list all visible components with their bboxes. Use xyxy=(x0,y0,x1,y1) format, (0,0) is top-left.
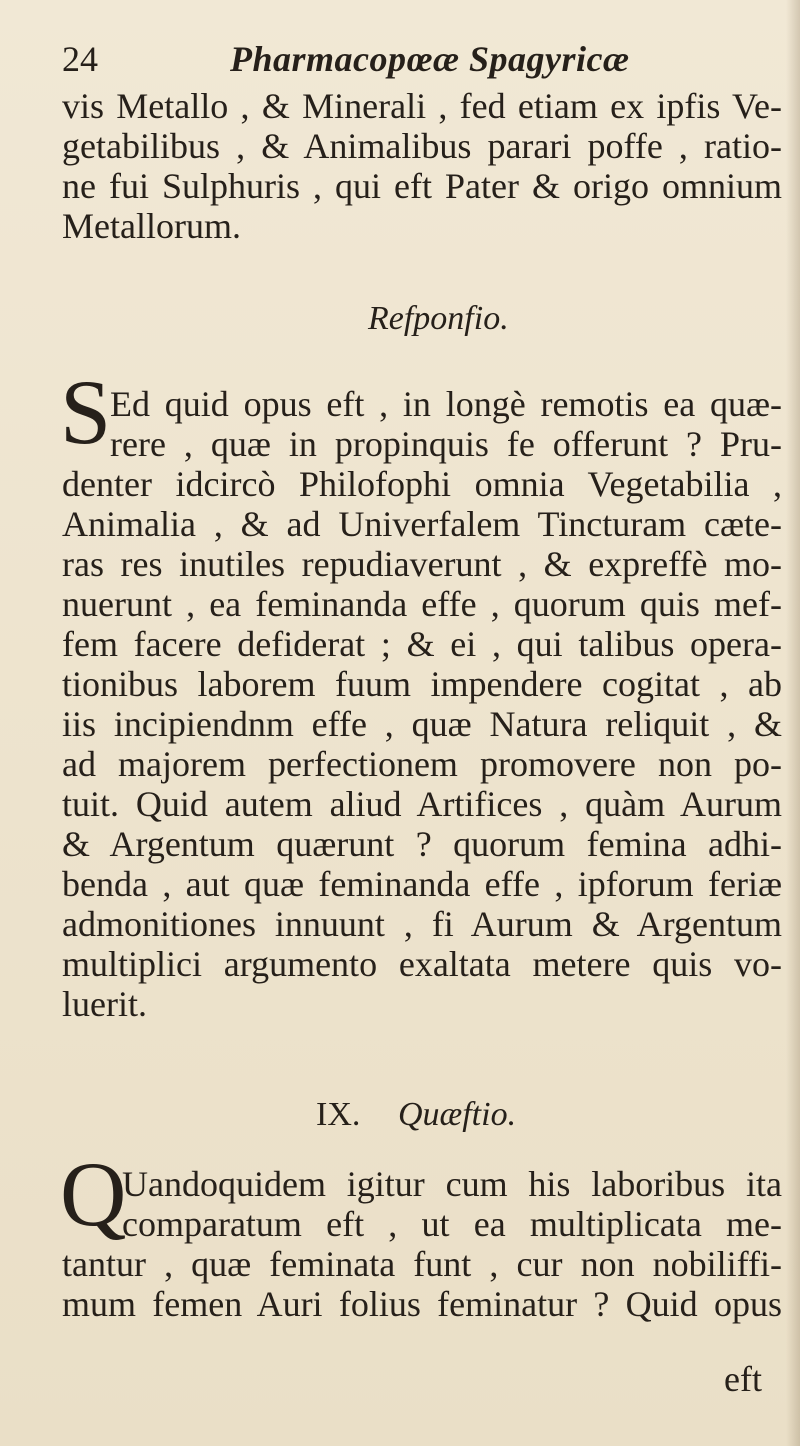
text-line: tuit. Quid autem aliud Artifices , quàm Aurum xyxy=(62,784,782,824)
text-line: ne fui Sulphuris , qui eft Pater & origo omnium xyxy=(62,166,782,206)
text-line: luerit. xyxy=(62,984,147,1024)
page-header xyxy=(62,38,702,88)
running-title: Pharmacopœæ Spagyricæ xyxy=(230,39,630,79)
drop-cap: Q xyxy=(60,1143,127,1245)
quaestio-paragraph xyxy=(62,1244,782,1324)
text-line: admonitiones innuunt , fi Aurum & Argentum xyxy=(62,904,782,944)
text-line: tionibus laborem fuum impendere cogitat , ab xyxy=(62,664,782,704)
text-line: & Argentum quærunt ? quorum femina adhi- xyxy=(62,824,782,864)
text-line: iis incipiendnm effe , quæ Natura reliquit , & xyxy=(62,704,782,744)
text-line: Ed quid opus eft , in longè remotis ea quæ- xyxy=(110,384,782,424)
quaestio-opening xyxy=(122,1164,782,1244)
text-line: mum femen Auri folius feminatur ? Quid opus xyxy=(62,1284,782,1324)
text-line: getabilibus , & Animalibus parari poffe , ratio- xyxy=(62,126,782,166)
responsio-paragraph xyxy=(62,464,782,1024)
page-number: 24 xyxy=(62,39,98,79)
catchword: eft xyxy=(724,1359,762,1399)
text-line: ad majorem perfectionem promovere non po- xyxy=(62,744,782,784)
text-line: multiplici argumento exaltata metere quis vo- xyxy=(62,944,782,984)
text-line: comparatum eft , ut ea multiplicata me- xyxy=(122,1204,782,1244)
quaestio-title: Quæftio. xyxy=(398,1096,517,1133)
text-line: Metallorum. xyxy=(62,206,241,246)
text-line: denter idcircò Philofophi omnia Vegetabilia , xyxy=(62,464,782,504)
text-line: fem facere defiderat ; & ei , qui talibus opera- xyxy=(62,624,782,664)
text-line: benda , aut quæ feminanda effe , ipforum feriæ xyxy=(62,864,782,904)
text-line: Animalia , & ad Univerfalem Tincturam cæte- xyxy=(62,504,782,544)
page-edge-shadow xyxy=(786,0,800,1446)
responsio-title: Refponfio. xyxy=(368,300,509,337)
text-line: ras res inutiles repudiaverunt , & expreffè mo- xyxy=(62,544,782,584)
text-line: vis Metallo , & Minerali , fed etiam ex ipfis Ve- xyxy=(62,86,782,126)
intro-paragraph xyxy=(62,86,782,246)
text-line: nuerunt , ea feminanda effe , quorum quis mef- xyxy=(62,584,782,624)
quaestio-number: IX. xyxy=(316,1096,361,1133)
responsio-opening xyxy=(110,384,782,464)
drop-cap: S xyxy=(60,361,112,463)
text-line: tantur , quæ feminata funt , cur non nobiliffi- xyxy=(62,1244,782,1284)
text-line: Uandoquidem igitur cum his laboribus ita xyxy=(122,1164,782,1204)
text-line: rere , quæ in propinquis fe offerunt ? Pru- xyxy=(110,424,782,464)
